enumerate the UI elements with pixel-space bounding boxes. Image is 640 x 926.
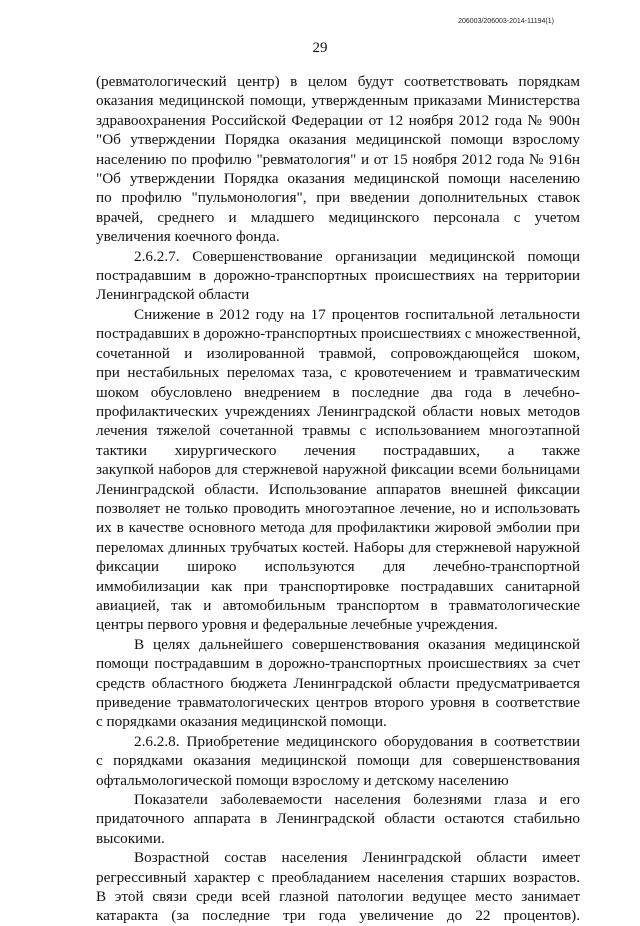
text-line: пострадавших в дорожно-транспортных происшествиях с множественной,	[96, 325, 581, 343]
paragraph	[96, 732, 580, 790]
text-line: врачей, среднего и младшего медицинского персонала с учетом	[96, 208, 580, 226]
text-line: оказания медицинской помощи, утвержденным приказами Министерства	[96, 92, 580, 110]
text-line: Ленинградской области. Использование аппаратов внешней фиксации	[96, 480, 580, 498]
text-line: приведение травматологических центров второго уровня в соответствие	[96, 694, 580, 711]
text-line: населению по профилю "ревматология" и от 15 ноября 2012 года № 916н	[96, 150, 580, 168]
text-line: шоком обусловлено внедрением в последние два года в лечебно-	[96, 383, 580, 401]
text-line: регрессивный характер с преобладанием населения старших возрастов.	[96, 868, 580, 886]
text-line: сочетанной и изолированной травмой, сопровождающейся шоком,	[96, 344, 580, 362]
text-line: позволяет не только проводить многоэтапное лечение, но и использовать	[96, 499, 580, 517]
text-line: пострадавшим в дорожно-транспортных происшествиях на территории	[96, 267, 580, 285]
text-line: Ленинградской области	[96, 286, 250, 304]
text-line: по профилю "пульмонология", при введении дополнительных ставок	[96, 189, 580, 207]
text-line: "Об утверждении Порядка оказания медицинской помощи населению	[96, 170, 580, 188]
text-line: Показатели заболеваемости населения болезнями глаза и его	[134, 791, 580, 809]
text-line: Возрастной состав населения Ленинградской области имеет	[134, 849, 580, 867]
text-line: помощи пострадавшим в дорожно-транспортных происшествиях за счет	[96, 655, 580, 673]
text-line: (ревматологический центр) в целом будут соответствовать порядкам	[96, 73, 580, 90]
text-line: 2.6.2.8. Приобретение медицинского оборудования в соответствии	[134, 732, 580, 750]
text-line: увеличения коечного фонда.	[96, 228, 280, 246]
text-line: авиацией, так и автомобильным транспортом в травматологические	[96, 596, 580, 614]
text-line: лечения тяжелой сочетанной травмы с использованием многоэтапной	[96, 422, 580, 440]
text-line: фиксации широко используются для лечебно-транспортной	[96, 558, 580, 576]
paragraph	[96, 247, 580, 305]
text-line: В целях дальнейшего совершенствования оказания медицинской	[134, 635, 580, 653]
text-line: 2.6.2.7. Совершенствование организации медицинской помощи	[134, 247, 580, 265]
text-line: придаточного аппарата в Ленинградской области остаются стабильно	[96, 810, 580, 828]
text-line: В этой связи среди всей глазной патологии ведущее место занимает	[96, 888, 580, 906]
paragraph	[96, 72, 580, 247]
paragraph	[96, 790, 580, 848]
text-line: катаракта (за последние три года увеличение до 22 процентов).	[96, 907, 580, 925]
text-line: офтальмологической помощи взрослому и детскому населению	[96, 771, 509, 789]
document-id: 206003/206003-2014-11194(1)	[458, 18, 554, 25]
text-line: с порядками оказания медицинской помощи.	[96, 713, 387, 731]
text-line: тактики хирургического лечения пострадавших, а также	[96, 441, 580, 459]
text-line: средств областного бюджета Ленинградской области предусматривается	[96, 674, 580, 692]
document-body	[96, 72, 580, 926]
text-line: закупкой наборов для стержневой наружной фиксации всеми больницами	[96, 461, 580, 479]
text-line: профилактических учреждениях Ленинградской области новых методов	[96, 402, 580, 420]
text-line: иммобилизации как при транспортировке пострадавших санитарной	[96, 577, 580, 595]
text-line: их в качестве основного метода для профилактики жировой эмболии при	[96, 519, 580, 537]
text-line: при нестабильных переломах таза, с кровотечением и травматическим	[96, 364, 580, 382]
text-line: здравоохранения Российской Федерации от 12 ноября 2012 года № 900н	[96, 111, 580, 129]
page-number: 29	[312, 40, 328, 56]
paragraph	[96, 305, 580, 635]
text-line: высокими.	[96, 829, 165, 847]
text-line: "Об утверждении Порядка оказания медицинской помощи взрослому	[96, 131, 580, 149]
text-line: переломах длинных трубчатых костей. Наборы для стержневой наружной	[96, 538, 580, 556]
paragraph	[96, 848, 580, 926]
paragraph	[96, 635, 580, 732]
text-line: Снижение в 2012 году на 17 процентов госпитальной летальности	[134, 305, 580, 323]
text-line: с порядками оказания медицинской помощи для совершенствования	[96, 752, 580, 770]
text-line: центры первого уровня и федеральные лечебные учреждения.	[96, 616, 498, 634]
